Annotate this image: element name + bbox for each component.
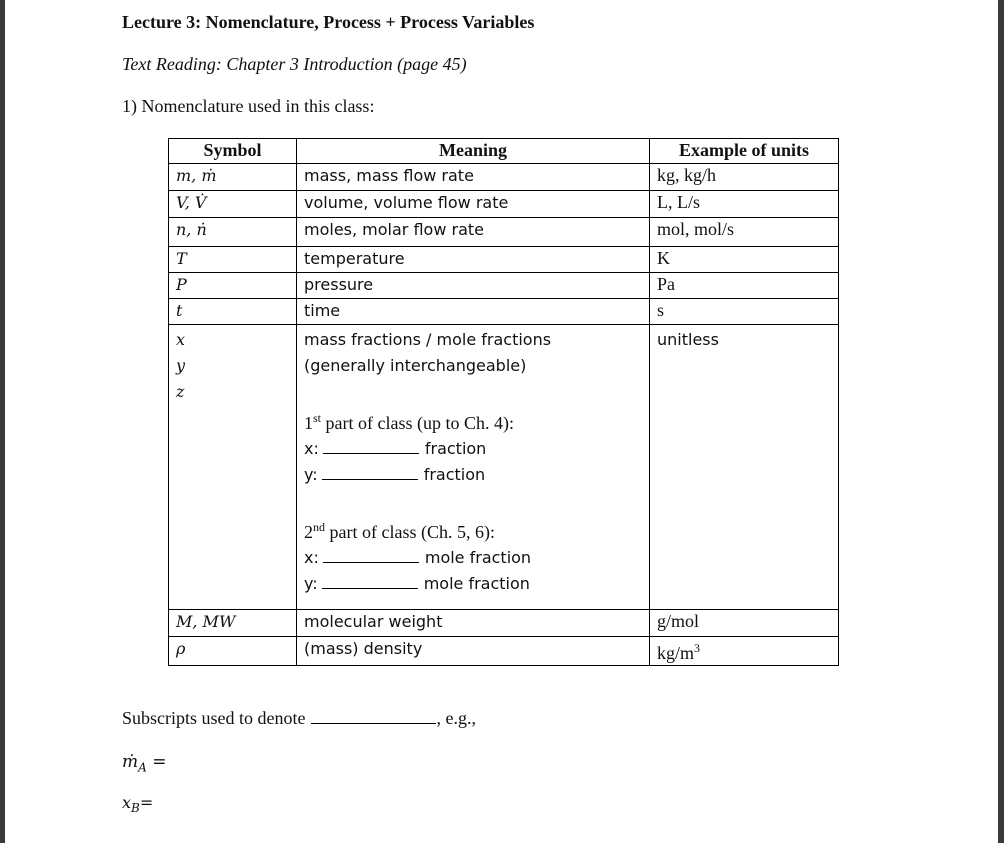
- blank-line: [322, 464, 418, 480]
- symbol-cell: t: [169, 299, 297, 325]
- fraction-meaning-line1: mass fractions / mole fractions: [304, 330, 552, 349]
- part1-heading: [304, 405, 649, 436]
- meaning-cell: pressure: [297, 273, 650, 299]
- subscripts-line: [122, 708, 476, 729]
- blank-line: [311, 708, 436, 724]
- equation-x-b: [122, 793, 153, 815]
- symbol-y: y: [176, 356, 186, 375]
- part1-x-label: x:: [304, 439, 319, 458]
- fractions-row: [169, 325, 839, 610]
- part2-heading: [304, 514, 649, 545]
- part2-x-line: [304, 545, 649, 571]
- part2-x-value: mole fraction: [424, 548, 532, 567]
- meaning-cell: molecular weight: [297, 610, 650, 637]
- eq1-sub: A: [138, 760, 147, 775]
- symbol-cell: M, MW: [169, 610, 297, 637]
- text-reading: Text Reading: Chapter 3 Introduction (page 45): [122, 54, 467, 74]
- density-units-sup: 3: [694, 641, 701, 655]
- right-border: [998, 0, 1004, 843]
- meaning-cell: (mass) density: [297, 637, 650, 666]
- meaning-cell: temperature: [297, 247, 650, 273]
- part1-ordinal: 1: [304, 413, 313, 433]
- symbol-cell: ρ: [169, 637, 297, 666]
- units-cell: K: [650, 247, 839, 273]
- page-title: Lecture 3: Nomenclature, Process + Process Variables: [122, 12, 535, 32]
- symbol-cell: n, ṅ: [169, 218, 297, 247]
- part2-ordinal: 2: [304, 522, 313, 542]
- fraction-units: unitless: [650, 325, 839, 610]
- header-symbol: Symbol: [169, 139, 297, 164]
- blank-line: [323, 438, 419, 454]
- meaning-cell: time: [297, 299, 650, 325]
- part1-text: part of class (up to Ch. 4):: [325, 413, 514, 433]
- eq2-rest: =: [139, 793, 154, 812]
- part2-ordinal-sup: nd: [313, 520, 325, 534]
- nomenclature-table: [168, 138, 839, 666]
- part1-x-value: fraction: [424, 439, 487, 458]
- fraction-meaning: [297, 325, 650, 610]
- fraction-symbols: [169, 325, 297, 610]
- part2-text: part of class (Ch. 5, 6):: [329, 522, 495, 542]
- left-border: [0, 0, 5, 843]
- eq2-base: x: [122, 793, 132, 812]
- table-row: [169, 273, 839, 299]
- table-row: [169, 218, 839, 247]
- header-units: Example of units: [650, 139, 839, 164]
- eq2-sub: B: [131, 801, 140, 816]
- meaning-cell: mass, mass flow rate: [297, 164, 650, 191]
- part1-x-line: [304, 436, 649, 462]
- blank-line: [322, 573, 418, 589]
- part1-y-label: y:: [304, 465, 318, 484]
- subscripts-eg: , e.g.,: [436, 708, 476, 728]
- part2-y-label: y:: [304, 574, 318, 593]
- symbol-cell: m, ṁ: [169, 164, 297, 191]
- density-units: kg/m: [657, 643, 695, 663]
- eq1-rest: =: [146, 752, 167, 772]
- units-cell: Pa: [650, 273, 839, 299]
- symbol-cell: P: [169, 273, 297, 299]
- table-row: [169, 164, 839, 191]
- table-row: [169, 637, 839, 666]
- table-row: [169, 247, 839, 273]
- units-cell: [650, 637, 839, 666]
- units-cell: g/mol: [650, 610, 839, 637]
- meaning-cell: volume, volume flow rate: [297, 191, 650, 218]
- table-row: [169, 299, 839, 325]
- units-cell: kg, kg/h: [650, 164, 839, 191]
- table-row: [169, 610, 839, 637]
- table-header-row: [169, 139, 839, 164]
- part1-y-value: fraction: [423, 465, 486, 484]
- units-cell: s: [650, 299, 839, 325]
- symbol-cell: V, V̇: [169, 191, 297, 218]
- symbol-z: z: [176, 382, 185, 401]
- fraction-meaning-line2: (generally interchangeable): [304, 356, 527, 375]
- meaning-cell: moles, molar flow rate: [297, 218, 650, 247]
- units-cell: L, L/s: [650, 191, 839, 218]
- symbol-x: x: [176, 330, 186, 349]
- table-row: [169, 191, 839, 218]
- eq1-base: ṁ: [122, 752, 139, 772]
- blank-line: [323, 547, 419, 563]
- units-cell: mol, mol/s: [650, 218, 839, 247]
- subscripts-text: Subscripts used to denote: [122, 708, 306, 728]
- part2-y-value: mole fraction: [423, 574, 530, 593]
- section-heading: 1) Nomenclature used in this class:: [122, 96, 375, 116]
- symbol-cell: T: [169, 247, 297, 273]
- equation-m-dot-a: [122, 752, 166, 774]
- part1-y-line: [304, 462, 649, 488]
- part1-ordinal-sup: st: [313, 411, 322, 425]
- part2-x-label: x:: [304, 548, 319, 567]
- part2-y-line: [304, 571, 649, 597]
- header-meaning: Meaning: [297, 139, 650, 164]
